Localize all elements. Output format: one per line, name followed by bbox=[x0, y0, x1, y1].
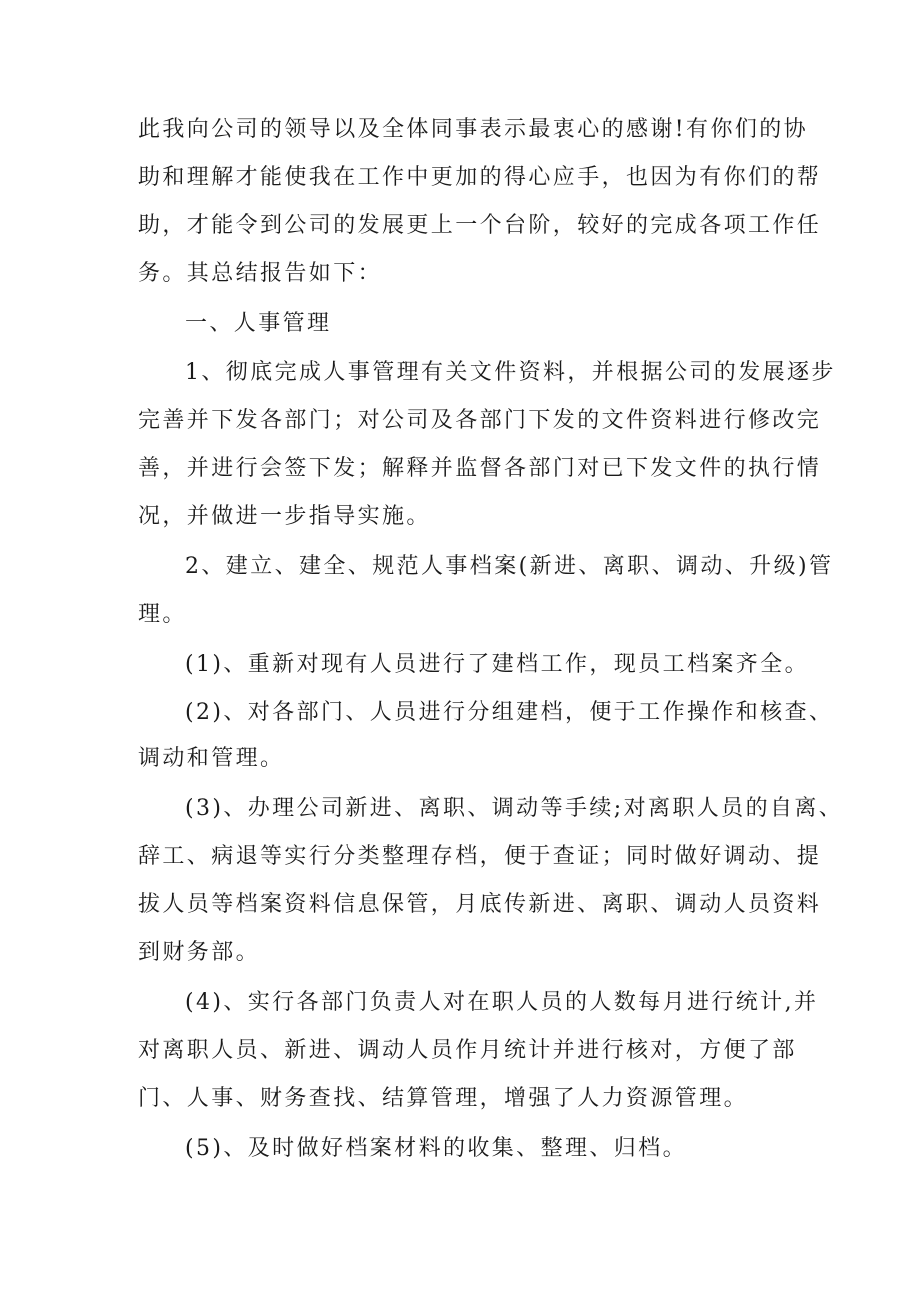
section-heading: 一、人事管理 bbox=[185, 311, 332, 336]
paragraph-line: 拔人员等档案资料信息保管，月底传新进、离职、调动人员资料 bbox=[138, 892, 822, 917]
paragraph-line: 调动和管理。 bbox=[138, 746, 285, 771]
paragraph-line: (1)、重新对现有人员进行了建档工作，现员工档案齐全。 bbox=[185, 652, 809, 677]
paragraph-line: 助，才能令到公司的发展更上一个台阶，较好的完成各项工作任 bbox=[138, 213, 822, 238]
paragraph-line: 况，并做进一步指导实施。 bbox=[138, 504, 431, 529]
paragraph-line: (4)、实行各部门负责人对在职人员的人数每月进行统计,并 bbox=[185, 990, 819, 1015]
paragraph-line: 完善并下发各部门；对公司及各部门下发的文件资料进行修改完 bbox=[138, 408, 822, 433]
paragraph-line: 此我向公司的领导以及全体同事表示最衷心的感谢!有你们的协 bbox=[138, 117, 809, 142]
paragraph-line: 2、建立、建全、规范人事档案(新进、离职、调动、升级)管 bbox=[185, 554, 834, 579]
paragraph-line: 务。其总结报告如下： bbox=[138, 261, 383, 286]
paragraph-line: 辞工、病退等实行分类整理存档，便于查证；同时做好调动、提 bbox=[138, 844, 822, 869]
paragraph-line: 善，并进行会签下发；解释并监督各部门对已下发文件的执行情 bbox=[138, 456, 822, 481]
paragraph-line: 对离职人员、新进、调动人员作月统计并进行核对，方便了部 bbox=[138, 1038, 797, 1063]
paragraph-line: 理。 bbox=[138, 602, 187, 627]
paragraph-line: 到财务部。 bbox=[138, 940, 261, 965]
paragraph-line: 助和理解才能使我在工作中更加的得心应手，也因为有你们的帮 bbox=[138, 165, 822, 190]
paragraph-line: (3)、办理公司新进、离职、调动等手续;对离职人员的自离、 bbox=[185, 796, 844, 821]
paragraph-line: 1、彻底完成人事管理有关文件资料，并根据公司的发展逐步 bbox=[185, 360, 836, 385]
paragraph-line: (2)、对各部门、人员进行分组建档，便于工作操作和核查、 bbox=[185, 700, 834, 725]
paragraph-line: (5)、及时做好档案材料的收集、整理、归档。 bbox=[185, 1136, 687, 1161]
paragraph-line: 门、人事、财务查找、结算管理，增强了人力资源管理。 bbox=[138, 1086, 749, 1111]
